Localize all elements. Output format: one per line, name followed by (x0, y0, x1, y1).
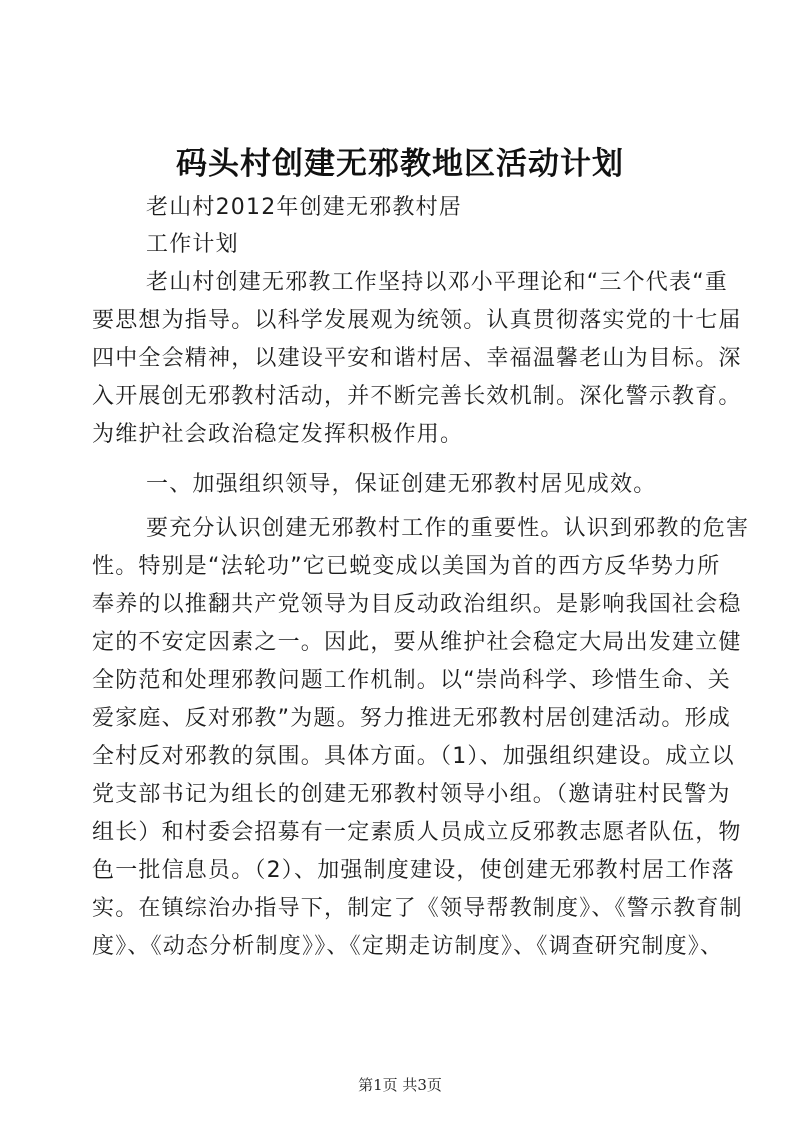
paragraph-line: 要充分认识创建无邪教村工作的重要性。认识到邪教的危害 (146, 516, 750, 541)
section-heading: 一、加强组织领导，保证创建无邪教村居见成效。 (146, 472, 657, 497)
paragraph-line: 实。在镇综治办指导下，制定了《领导帮教制度》、《警示教育制 (92, 896, 743, 921)
paragraph-line: 性。特别是“法轮功”它已蜕变成以美国为首的西方反华势力所 (92, 554, 721, 579)
page-footer: 第1页 共3页 (358, 1076, 442, 1094)
paragraph-line: 为维护社会政治稳定发挥积极作用。 (92, 422, 464, 447)
paragraph-line: 党支部书记为组长的创建无邪教村领导小组。（邀请驻村民警为 (92, 782, 731, 807)
paragraph-line: 全村反对邪教的氛围。具体方面。（1）、加强组织建设。成立以 (92, 744, 735, 769)
subtitle-line: 老山村2012年创建无邪教村居 (146, 195, 462, 220)
paragraph-line: 要思想为指导。以科学发展观为统领。认真贯彻落实党的十七届 (92, 308, 742, 333)
paragraph-line: 老山村创建无邪教工作坚持以邓小平理论和“三个代表“重 (146, 270, 728, 295)
paragraph-line: 组长）和村委会招募有一定素质人员成立反邪教志愿者队伍，物 (92, 820, 742, 845)
paragraph-line: 奉养的以推翻共产党领导为目反动政治组织。是影响我国社会稳 (92, 592, 742, 617)
paragraph-line: 入开展创无邪教村活动，并不断完善长效机制。深化警示教育。 (92, 384, 742, 409)
paragraph-line: 定的不安定因素之一。因此，要从维护社会稳定大局出发建立健 (92, 630, 742, 655)
page-title: 码头村创建无邪教地区活动计划 (176, 146, 624, 182)
paragraph-line: 四中全会精神，以建设平安和谐村居、幸福温馨老山为目标。深 (92, 346, 742, 371)
paragraph-line: 爱家庭、反对邪教”为题。努力推进无邪教村居创建活动。形成 (92, 706, 731, 731)
paragraph-line: 全防范和处理邪教问题工作机制。以“崇尚科学、珍惜生命、关 (92, 668, 731, 693)
subtitle-line: 工作计划 (146, 232, 239, 257)
paragraph-line: 度》、《动态分析制度》》、《定期走访制度》、《调查研究制度》、 (92, 934, 724, 959)
paragraph-line: 色一批信息员。（2）、加强制度建设，使创建无邪教村居工作落 (92, 858, 735, 883)
